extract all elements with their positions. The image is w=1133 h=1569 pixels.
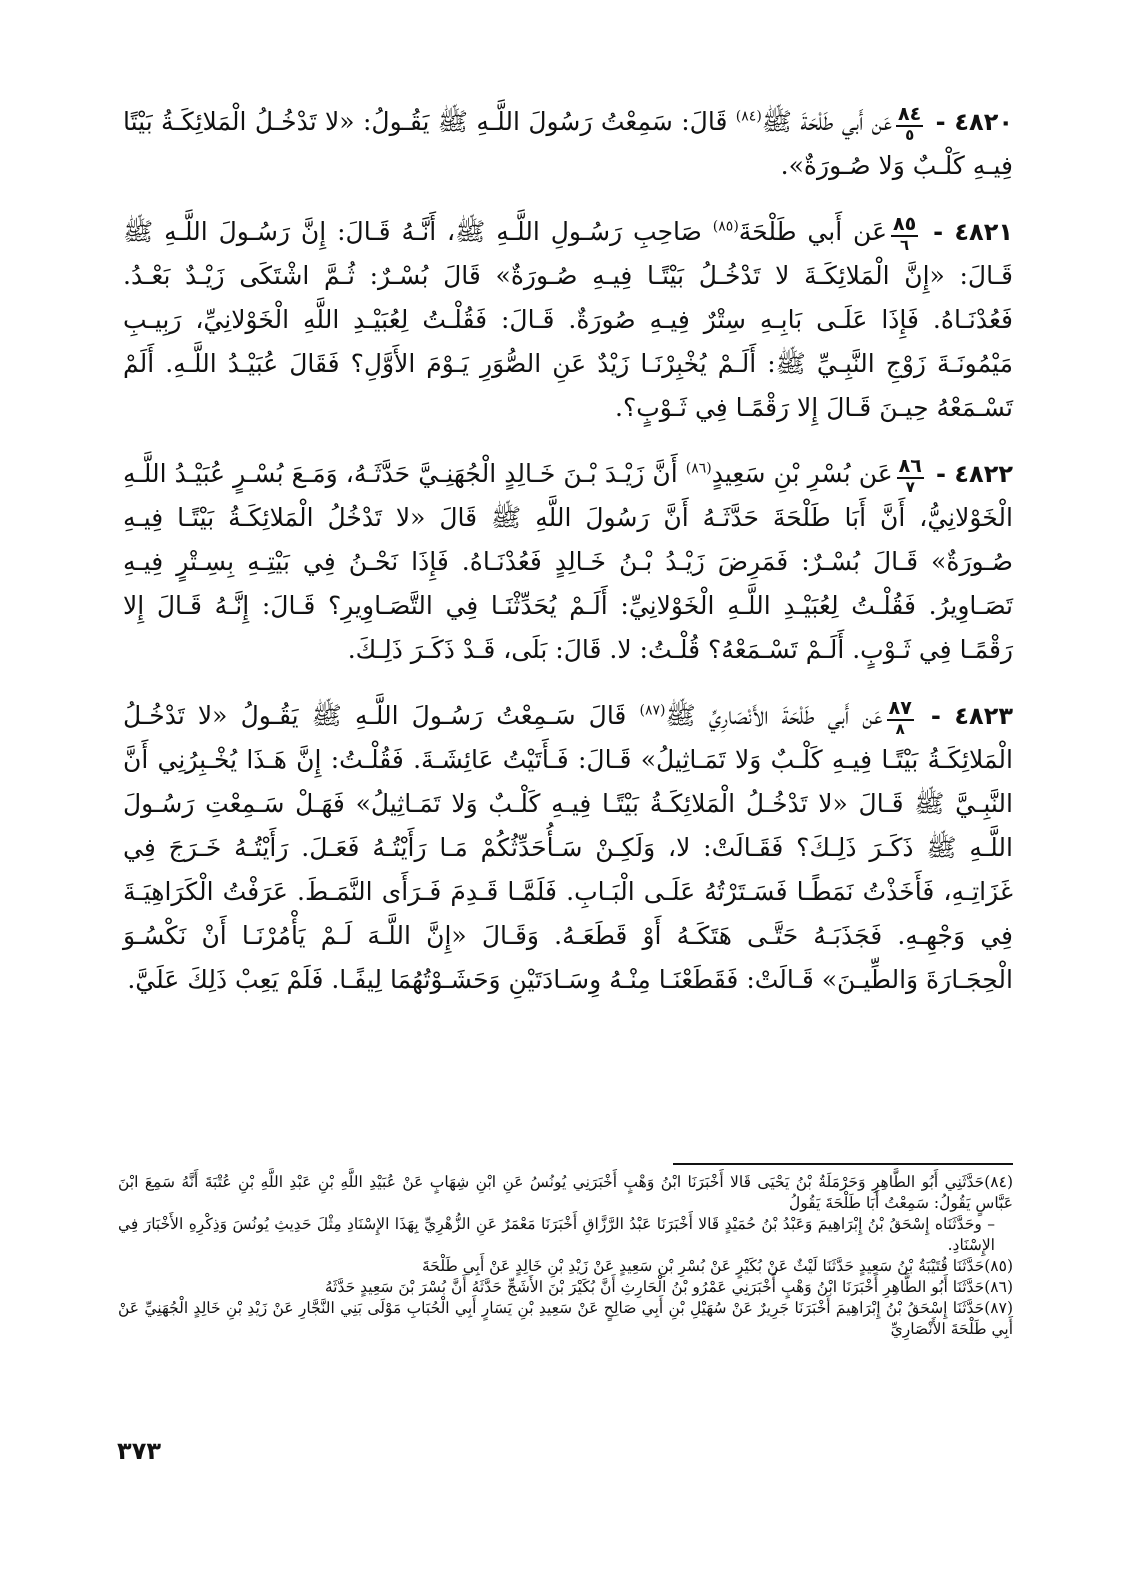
hadith-narrator: عَن أَبي طَلْحَةَ [738, 217, 887, 246]
fraction-top: ٨٧ [888, 696, 912, 719]
footnote-ref: (٨٦) [685, 460, 712, 477]
footnotes [118, 1172, 1013, 1340]
hadith-number: ٤٨٢٣ - [930, 702, 1013, 730]
hadith-4823 [123, 694, 1013, 1002]
hadith-4821 [123, 210, 1013, 430]
hadith-text: قَالَ: سَمِعْتُ رَسُولَ اللَّـهِ ﷺ يَقُـولُ: «لا تَدْخُـلُ الْمَلائِكَـةُ بَيْتًا فِيـهِ كَلْـبٌ وَلا صُـورَةٌ». [123, 107, 1013, 180]
hadith-text: أَنَّ زَيْـدَ بْـنَ خَـالِدٍ الْجُهَنِـيَّ حَدَّثَـهُ، وَمَـعَ بُسْـرٍ عُبَيْـدُ اللَّـهِ الْخَوْلانِيُّ، أَنَّ أَبَا طَلْحَةَ حَدَّثَـهُ أَنَّ رَسُولَ اللَّهِ ﷺ قَالَ «لا تَدْخُلُ الْمَلائِكَـةُ بَيْتًـا فِيـهِ صُـورَةٌ» قَـالَ بُسْـرٌ: فَمَرِضَ زَيْـدُ بْـنُ خَـالِدٍ فَعُدْنَـاهُ. فَإِذَا نَحْـنُ فِي بَيْتِـهِ بِسِـتْرٍ فِيـهِ تَصَـاوِيرُ. فَقُلْـتُ لِعُبَيْـدِ اللَّـهِ الْخَوْلانِيِّ: أَلَـمْ يُحَدِّثْنَـا فِي التَّصَـاوِيرِ؟ قَـالَ: إِنَّـهُ قَـالَ إِلا رَقْمًـا فِي ثَـوْبٍ. أَلَـمْ تَسْـمَعْهُ؟ قُلْـتُ: لا. قَالَ: بَلَى، قَـدْ ذَكَـرَ ذَلِـكَ. [123, 459, 1013, 664]
hadith-text: قَالَ سَـمِعْتُ رَسُـولَ اللَّـهِ ﷺ يَقُـولُ «لا تَدْخُـلُ الْمَلائِكَـةُ بَيْتًـا فِيـهِ كَلْـبٌ وَلا تَمَـاثِيلُ» قَـالَ: فَـأَتَيْتُ عَائِشَـةَ. فَقُلْـتُ: إِنَّ هَـذَا يُخْـبِرُنِي أَنَّ النَّبِـيَّ ﷺ قَـالَ «لا تَدْخُـلُ الْمَلائِكَـةُ بَيْتًـا فِيـهِ كَلْـبٌ وَلا تَمَـاثِيلُ» فَهَـلْ سَـمِعْتِ رَسُـولَ اللَّـهِ ﷺ ذَكَـرَ ذَلِـكَ؟ فَقَـالَتْ: لا، وَلَكِـنْ سَـأُحَدِّثُكُمْ مَـا رَأَيْتُـهُ فَعَـلَ. رَأَيْتُـهُ خَـرَجَ فِي غَزَاتِـهِ، فَأَخَذْتُ نَمَطًـا فَسَـتَرْتُهُ عَلَـى الْبَـابِ. فَلَمَّـا قَـدِمَ فَـرَأَى النَّمَـطَ. عَرَفْتُ الْكَرَاهِيَـةَ فِي وَجْهِـهِ. فَجَذَبَـهُ حَتَّـى هَتَكَـهُ أَوْ قَطَعَـهُ. وَقَـالَ «إِنَّ اللَّـهَ لَـمْ يَأْمُرْنَـا أَنْ نَكْسُـوَ الْحِجَـارَةَ وَالطِّيـنَ» قَـالَتْ: فَقَطَعْنَـا مِنْـهُ وِسَـادَتَيْنِ وَحَشَـوْتُهُمَا لِيفًـا. فَلَمْ يَعِبْ ذَلِكَ عَلَيَّ. [123, 701, 1013, 994]
fraction-top: ٨٤ [898, 102, 922, 125]
hadith-4822 [123, 452, 1013, 672]
fraction-top: ٨٥ [893, 212, 917, 235]
fraction-top: ٨٦ [898, 454, 922, 477]
hadith-narrator: عَن أَبي طَلْحَةَ ﷺ [761, 107, 893, 136]
hadith-number: ٤٨٢١ - [933, 218, 1013, 246]
fraction-bottom: ٥ [905, 125, 915, 144]
footnote-84: (٨٤)حَدَّثَنِي أَبُو الطَّاهِرِ وَحَرْمَلَةُ بْنُ يَحْيَى قَالا أَخْبَرَنَا ابْنُ وَهْبٍ أَخْبَرَنِي يُونُسُ عَنِ ابْنِ شِهَابٍ عَنْ عُبَيْدِ اللَّهِ بْنِ عَبْدِ اللَّهِ بْنِ عُتْبَةَ أَنَّهُ سَمِعَ ابْنَ عَبَّاسٍ يَقُولُ: سَمِعْتُ أَبَا طَلْحَةَ يَقُولُ [118, 1173, 1013, 1212]
footnote-ref: (٨٧) [639, 702, 666, 719]
hadith-narrator: عَن بُسْرِ بْنِ سَعِيدٍ [711, 459, 893, 488]
fraction-bottom: ٨ [895, 719, 905, 738]
footnote-85: (٨٥)حَدَّثَنَا قُتَيْبَةُ بْنُ سَعِيدٍ حَدَّثَنَا لَيْثٌ عَنْ بُكَيْرٍ عَنْ بُسْرِ بْنِ سَعِيدٍ عَنْ زَيْدِ بْنِ خَالِدٍ عَنْ أَبِي طَلْحَةَ [422, 1257, 1013, 1275]
fraction-marker [897, 454, 924, 496]
footnote-divider [673, 1163, 1013, 1165]
hadith-number: ٤٨٢٢ - [935, 460, 1013, 488]
hadith-text: صَاحِبِ رَسُـولِ اللَّـهِ ﷺ، أَنَّـهُ قَـالَ: إِنَّ رَسُـولَ اللَّـهِ ﷺ قَـالَ: «إِنَّ الْمَلائِكَـةَ لا تَدْخُـلُ بَيْتًـا فِيـهِ صُـورَةٌ» قَالَ بُسْـرٌ: ثُـمَّ اشْتَكَى زَيْـدٌ بَعْـدُ. فَعُدْنَـاهُ. فَإِذَا عَلَـى بَابِـهِ سِتْرٌ فِيـهِ صُورَةٌ. قَـالَ: فَقُلْـتُ لِعُبَيْـدِ اللَّهِ الْخَوْلانِيِّ، رَبِيـبِ مَيْمُونَـةَ زَوْجِ النَّبِـيِّ ﷺ: أَلَـمْ يُخْبِرْنَـا زَيْدٌ عَنِ الصُّوَرِ يَـوْمَ الأَوَّلِ؟ فَقَالَ عُبَيْـدُ اللَّـهِ. أَلَمْ تَسْـمَعْهُ حِيـنَ قَـالَ إِلا رَقْمًـا فِي ثَـوْبٍ؟. [123, 217, 1013, 422]
footnote-86: (٨٦)حَدَّثَنَا أَبُو الطَّاهِرِ أَخْبَرَنَا ابْنُ وَهْبٍ أَخْبَرَنِي عَمْرُو بْنُ الْحَارِثِ أَنَّ بُكَيْرَ بْنَ الأَشَجِّ حَدَّثَهُ أَنَّ بُسْرَ بْنَ سَعِيدٍ حَدَّثَهُ [324, 1278, 1013, 1296]
footnote-ref: (٨٤) [735, 108, 762, 125]
hadith-narrator: عَن أَبي طَلْحَةَ الأَنْصَارِيِّ ﷺ [665, 701, 883, 730]
page-number: ٣٧٣ [117, 1437, 161, 1465]
main-text [123, 100, 1013, 1024]
fraction-marker [887, 696, 914, 738]
hadith-4820 [123, 100, 1013, 188]
footnote-ref: (٨٥) [712, 218, 739, 235]
fraction-bottom: ٧ [905, 477, 915, 496]
fraction-marker [891, 212, 918, 254]
footnote-87: (٨٧)حَدَّثَنَا إِسْحَقُ بْنُ إِبْرَاهِيمَ أَخْبَرَنَا جَرِيرٌ عَنْ سُهَيْلِ بْنِ أَبِي صَالِحٍ عَنْ سَعِيدِ بْنِ يَسَارٍ أَبِي الْحُبَابِ مَوْلَى بَنِي النَّجَّارِ عَنْ زَيْدِ بْنِ خَالِدٍ الْجُهَنِيِّ عَنْ أَبِي طَلْحَةَ الأَنْصَارِيِّ [118, 1299, 1013, 1338]
fraction-bottom: ٦ [900, 235, 910, 254]
footnote-84-continuation: – وحَدَّثَنَاه إِسْحَقُ بْنُ إِبْرَاهِيمَ وَعَبْدُ بْنُ حُمَيْدٍ قَالا أَخْبَرَنَا عَبْدُ الرَّزَّاقِ أَخْبَرَنَا مَعْمَرٌ عَنِ الزُّهْرِيِّ بِهَذَا الإِسْنَادِ مِثْلَ حَدِيثِ يُونُسَ وَذِكْرِهِ الأَخْبَارَ فِي الإِسْنَادِ. [118, 1215, 995, 1254]
fraction-marker [896, 102, 923, 144]
hadith-number: ٤٨٢٠ - [935, 108, 1013, 136]
